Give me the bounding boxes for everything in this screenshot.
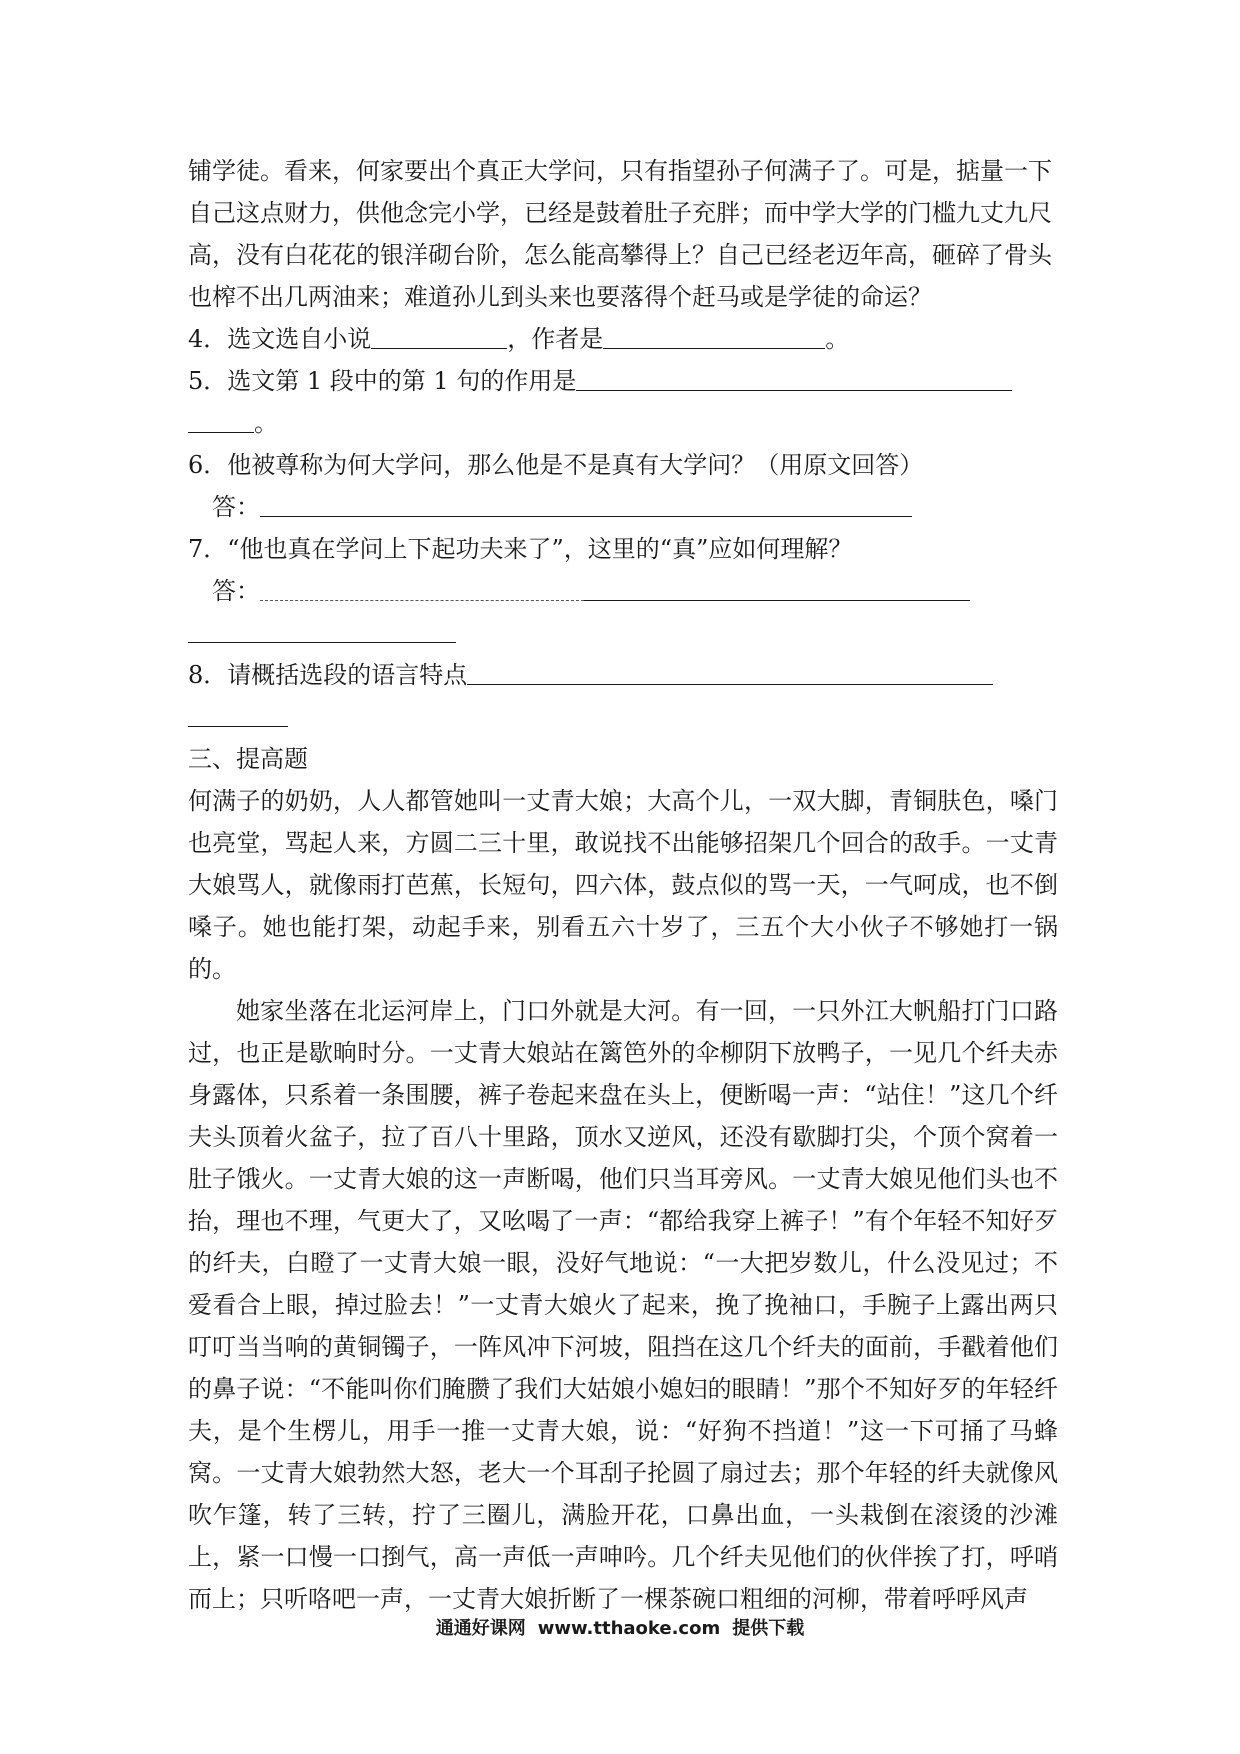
- question-7-answer: [188, 570, 1058, 612]
- question-4-blank-author[interactable]: [603, 324, 825, 349]
- question-8-blank-cont[interactable]: [188, 702, 288, 727]
- question-7-answer-cont: [188, 612, 1058, 654]
- question-8-blank[interactable]: [467, 660, 993, 685]
- section-3-paragraph-1: 何满子的奶奶，人人都管她叫一丈青大娘；大高个儿，一双大脚，青铜肤色，嗓门也亮堂，骂起人来，方圆二三十里，敢说找不出能够招架几个回合的敌手。一丈青大娘骂人，就像雨打芭蕉，长短句，四六体，鼓点似的骂一天，一气呵成，也不倒嗓子。她也能打架，动起手来，别看五六十岁了，三五个大小伙子不够她打一锅的。: [188, 787, 1058, 983]
- question-6-answer-label: 答：: [212, 493, 260, 521]
- footer-suffix: 提供下载: [732, 1618, 805, 1639]
- passage-line: 也榨不出几两油来；难道孙儿到头来也要落得个赶马或是学徒的命运？: [188, 283, 932, 311]
- question-7-answer-label: 答：: [212, 577, 260, 605]
- question-4-prefix: 4．选文选自小说: [188, 325, 372, 353]
- passage-line: 铺学徒。看来，何家要出个真正大学问，只有指望孙子何满子了。可是，掂量一下: [188, 157, 1052, 185]
- question-5: [188, 360, 1058, 402]
- question-5-continuation: [188, 402, 1058, 444]
- question-7-answer-blank-cont[interactable]: [188, 618, 456, 643]
- question-8: [188, 654, 1058, 696]
- question-8-continuation: [188, 696, 1058, 738]
- question-5-suffix: 。: [254, 409, 278, 437]
- passage-line: 高，没有白花花的银洋砌台阶，怎么能高攀得上？自己已经老迈年高，砸碎了骨头: [188, 241, 1052, 269]
- question-5-blank-cont[interactable]: [188, 408, 254, 433]
- question-6: 6．他被尊称为何大学问，那么他是不是真有大学问？（用原文回答）: [188, 451, 924, 479]
- footer-site-name: 通通好课网: [435, 1618, 526, 1639]
- page-footer: [0, 1614, 1240, 1640]
- question-6-answer-blank[interactable]: [260, 492, 912, 517]
- question-5-prefix: 5．选文第 1 段中的第 1 句的作用是: [188, 367, 577, 395]
- question-4: [188, 318, 1058, 360]
- passage-line: 自己这点财力，供他念完小学，已经是鼓着肚子充胖；而中学大学的门槛九丈九尺: [188, 199, 1052, 227]
- section-3-paragraph-2: 她家坐落在北运河岸上，门口外就是大河。有一回，一只外江大帆船打门口路过，也正是歇晌时分。一丈青大娘站在篱笆外的伞柳阴下放鸭子，一见几个纤夫赤身露体，只系着一条围腰，裤子卷起来盘在头上，便断喝一声：“站住！”这几个纤夫头顶着火盆子，拉了百八十里路，顶水又逆风，还没有歇脚打尖，个顶个窝着一肚子饿火。一丈青大娘的这一声断喝，他们只当耳旁风。一丈青大娘见他们头也不抬，理也不理，气更大了，又吆喝了一声：“都给我穿上裤子！”有个年轻不知好歹的纤夫，白瞪了一丈青大娘一眼，没好气地说：“一大把岁数儿，什么没见过；不爱看合上眼，掉过脸去！”一丈青大娘火了起来，挽了挽袖口，手腕子上露出两只叮叮当当响的黄铜镯子，一阵风冲下河坡，阻挡在这几个纤夫的面前，手戳着他们的鼻子说：“不能叫你们腌臜了我们大姑娘小媳妇的眼睛！”那个不知好歹的年轻纤夫，是个生楞儿，用手一推一丈青大娘，说：“好狗不挡道！”这一下可捅了马蜂窝。一丈青大娘勃然大怒，老大一个耳刮子抡圆了扇过去；那个年轻的纤夫就像风吹乍篷，转了三转，拧了三圈儿，满脸开花，口鼻出血，一头栽倒在滚烫的沙滩上，紧一口慢一口捯气，高一声低一声呻吟。几个纤夫见他们的伙伴挨了打，呼哨而上；只听咯吧一声，一丈青大娘折断了一棵茶碗口粗细的河柳，带着呼呼风声: [188, 997, 1058, 1613]
- question-7-answer-blank[interactable]: [584, 576, 970, 601]
- section-3-title: 三、提高题: [188, 745, 308, 773]
- page-content: [188, 150, 1058, 1620]
- question-6-answer: [188, 486, 1058, 528]
- question-5-blank[interactable]: [576, 366, 1012, 391]
- question-4-middle: ，作者是: [507, 325, 604, 353]
- question-4-blank-title[interactable]: [371, 324, 507, 349]
- question-7: 7．“他也真在学问上下起功夫来了”，这里的“真”应如何理解？: [188, 535, 853, 563]
- footer-url[interactable]: www.tthaoke.com: [537, 1618, 721, 1639]
- question-8-prefix: 8．请概括选段的语言特点: [188, 661, 468, 689]
- question-7-answer-dotted[interactable]: [260, 576, 584, 601]
- question-4-suffix: 。: [825, 325, 850, 353]
